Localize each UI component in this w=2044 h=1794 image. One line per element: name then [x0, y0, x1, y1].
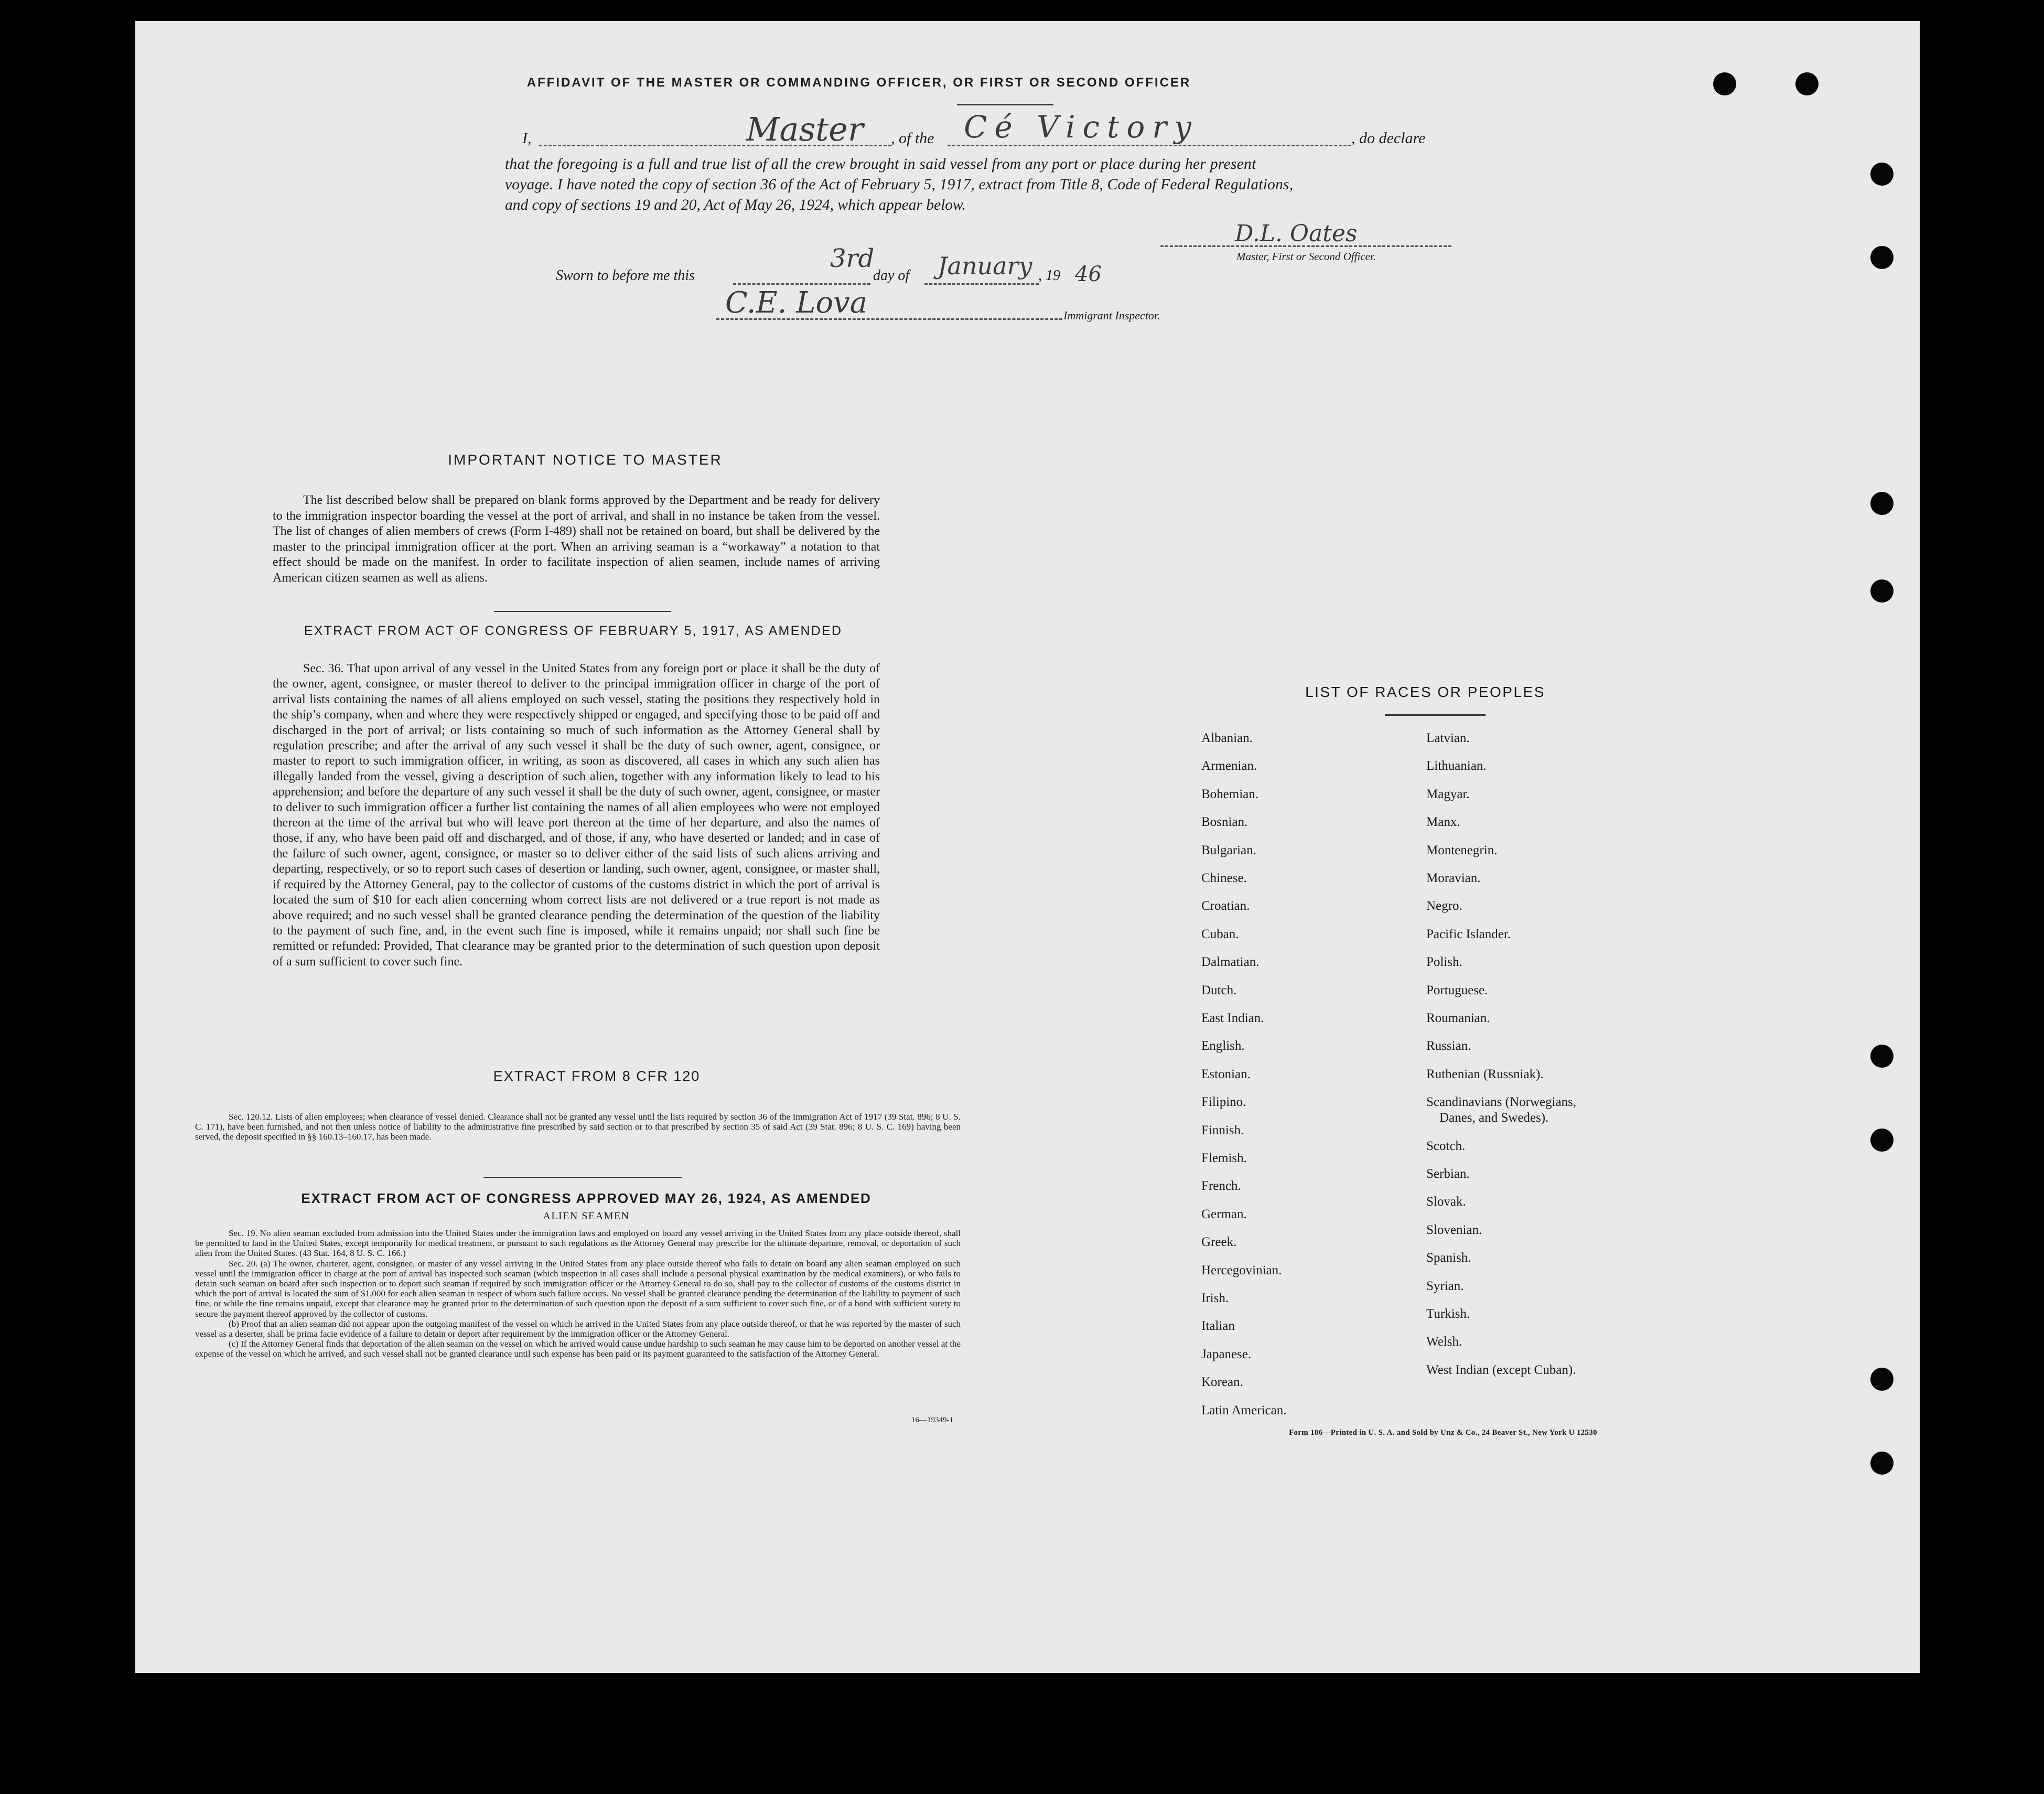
cfr-paragraph: Sec. 120.12. Lists of alien employees; when clearance of vessel denied. Clearance shall not be granted any vessel until the lists required by section 36 of the Immigration Act of 1917 (39 Stat. 896; 8 U. S. C. 171), have been furnished, and not then unless notice of liability to the administrative fine prescribed by said section or to that prescribed by section 35 of said Act (39 Stat. 896; 8 U. S. C. 169) having been served, the deposit specified in §§ 160.13–160.17, has been made. — [195, 1112, 961, 1142]
race-item: East Indian. — [1201, 1011, 1264, 1025]
divider — [1385, 714, 1486, 716]
extract-1924-subtitle: ALIEN SEAMEN — [543, 1210, 630, 1222]
vessel-blank — [948, 145, 1351, 146]
race-item: Syrian. — [1426, 1279, 1464, 1293]
race-item: Welsh. — [1426, 1335, 1462, 1349]
race-item: Estonian. — [1201, 1067, 1251, 1081]
race-item: Magyar. — [1426, 787, 1470, 801]
section-20a-text: Sec. 20. (a) The owner, charterer, agent, consignee, or master of any vessel arriving in the United States from any place outside thereof who fails to detain on board any alien seaman employed on such vessel until the immigration officer in charge at the port of arrival has inspected such seaman (which inspection in all cases shall include a personal physical examination by the medical examiners), or who fails to detain such seaman on board after such inspection or to deport such seaman if required by such immigration officer or the Attorney General to do so, shall pay to the collector of customs of the customs district in which the port of arrival is located the sum of $1,000 for each alien seaman in respect of whom such failure occurs. No vessel shall be granted clearance pending the determination of the liability to payment of such fine, or while the fine remains unpaid, except that clearance may be granted prior to the determination of such question upon the deposit of a sum sufficient to cover such fine, or of a bond with sufficient surety to secure the payment thereof approved by the collector of customs. — [195, 1258, 961, 1319]
punch-hole — [1870, 246, 1894, 269]
divider — [483, 1177, 682, 1178]
punch-hole — [1870, 492, 1894, 515]
race-item: Chinese. — [1201, 871, 1247, 885]
punch-hole — [1870, 163, 1894, 186]
divider — [957, 104, 1053, 105]
race-item: Lithuanian. — [1426, 759, 1487, 774]
handwritten-year: 46 — [1075, 262, 1102, 286]
race-item: Slovenian. — [1426, 1222, 1482, 1237]
race-item: Slovak. — [1426, 1195, 1466, 1209]
affidavit-line-i: I, — [522, 130, 532, 147]
section-20c-text: (c) If the Attorney General finds that deportation of the alien seaman on the vessel on which he arrived would cause undue hardship to such seaman he may cause him to be deported on another vessel at the expense of the vessel on which he arrived, and such vessel shall not be granted clearance until such expense has been paid or its payment guaranteed to the satisfaction of the Attorney General. — [195, 1339, 961, 1359]
affidavit-of-the: , of the — [891, 130, 934, 147]
race-item: Roumanian. — [1426, 1011, 1490, 1025]
affidavit-body-line: and copy of sections 19 and 20, Act of May 26, 1924, which appear below. — [505, 197, 966, 213]
inspector-caption: Immigrant Inspector. — [1063, 309, 1160, 322]
affidavit-body-line: that the foregoing is a full and true list of all the crew brought in said vessel from any port or place during her present — [505, 156, 1256, 173]
race-item: Filipino. — [1201, 1095, 1246, 1110]
day-of-text: day of — [873, 267, 910, 284]
affidavit-title: AFFIDAVIT OF THE MASTER OR COMMANDING OFFICER, OR FIRST OR SECOND OFFICER — [526, 76, 1191, 90]
race-item: Pacific Islander. — [1426, 927, 1511, 941]
race-item: Bosnian. — [1201, 815, 1248, 830]
cfr-text — [195, 1112, 961, 1142]
signature-caption: Master, First or Second Officer. — [1236, 250, 1376, 263]
race-item: Montenegrin. — [1426, 843, 1498, 857]
form-footer: Form 186—Printed in U. S. A. and Sold by Unz & Co., 24 Beaver St., New York U 12530 — [1289, 1428, 1597, 1437]
extract-1917-title: EXTRACT FROM ACT OF CONGRESS OF FEBRUARY 5, 1917, AS AMENDED — [304, 624, 843, 638]
punch-hole — [1870, 1452, 1894, 1475]
race-item: Cuban. — [1201, 927, 1239, 941]
race-item: Hercegovinian. — [1201, 1263, 1282, 1277]
print-code: 16—19349-1 — [911, 1416, 953, 1424]
race-item: Ruthenian (Russniak). — [1426, 1067, 1544, 1081]
race-item: Turkish. — [1426, 1307, 1470, 1321]
race-item: Russian. — [1426, 1039, 1471, 1054]
race-item: Irish. — [1201, 1291, 1229, 1305]
section-20b-text: (b) Proof that an alien seaman did not appear upon the outgoing manifest of the vessel on which he arrived in the United States from any place outside thereof, or that he was reported by the master of such vessel as a deserter, shall be prima facie evidence of a failure to detain or deport after requirement by the immigration officer or the Attorney General. — [195, 1318, 961, 1339]
race-item: English. — [1201, 1039, 1245, 1054]
divider — [494, 611, 671, 612]
extract-1917-text: Sec. 36. That upon arrival of any vessel in the United States from any foreign port or place it shall be the duty of the owner, agent, consignee, or master thereof to deliver to the principal immigration officer in charge of the port of arrival lists containing the names of all aliens employed on such vessel, stating the positions they respectively hold in the ship’s company, when and where they were respectively shipped or engaged, and specifying those to be paid off and discharged in the port of arrival; or lists containing so much of such information as the Attorney General shall by regulation prescribe; and after the arrival of any such vessel it shall be the duty of such owner, agent, consignee, or master to report to such immigration officer, in writing, as soon as discovered, all cases in which any such alien has illegally landed from the vessel, giving a description of such alien, together with any information likely to lead to his apprehension; and before the departure of any such vessel it shall be the duty of such owner, agent, consignee, or master to deliver to such immigration officer a further list containing the names of all alien employees who were not employed thereon at the time of the arrival but who will leave port thereon at the time of her departure, and also the names of those, if any, who have been paid off and discharged, and of those, if any, who have deserted or landed; and in case of the failure of such owner, agent, consignee, or master so to deliver either of the said lists of such aliens arriving and departing, respectively, or so to report such cases of desertion or landing, such owner, agent, consignee, or master shall, if required by the Attorney General, pay to the collector of customs of the customs district in which the port of arrival is located the sum of $10 for each alien concerning whom correct lists are not delivered or a true report is not made as above required; and no such vessel shall be granted clearance pending the determination of the question of the liability to the payment of such fine, and, in the event such fine is imposed, while it remains unpaid; nor shall such fine be remitted or refunded: Provided, That clearance may be granted prior to the determination of such question upon deposit of a sum sufficient to cover such fine. — [273, 662, 880, 969]
race-item: Korean. — [1201, 1375, 1243, 1390]
year-prefix: , 19 — [1038, 267, 1060, 284]
race-item: Dutch. — [1201, 983, 1237, 997]
affidavit-declare: , do declare — [1351, 130, 1426, 147]
punch-hole — [1870, 1129, 1894, 1152]
race-item: Latvian. — [1426, 731, 1470, 745]
races-title: LIST OF RACES OR PEOPLES — [1305, 684, 1545, 700]
race-item: Bulgarian. — [1201, 843, 1256, 857]
cfr-title: EXTRACT FROM 8 CFR 120 — [493, 1068, 701, 1084]
race-item: West Indian (except Cuban). — [1426, 1362, 1576, 1377]
punch-hole — [1870, 1045, 1894, 1068]
race-item: Polish. — [1426, 955, 1462, 970]
race-item: Finnish. — [1201, 1123, 1244, 1137]
race-item: Portuguese. — [1426, 983, 1488, 997]
punch-hole — [1870, 1368, 1894, 1391]
race-item: Manx. — [1426, 815, 1460, 830]
race-item: Serbian. — [1426, 1167, 1470, 1181]
race-item: Italian — [1201, 1319, 1235, 1334]
race-item: Croatian. — [1201, 899, 1250, 914]
handwritten-name: Master — [746, 110, 864, 148]
race-item: Albanian. — [1201, 731, 1253, 745]
extract-1924-title: EXTRACT FROM ACT OF CONGRESS APPROVED MAY 26, 1924, AS AMENDED — [301, 1190, 872, 1206]
race-item: Armenian. — [1201, 759, 1257, 774]
race-item: Spanish. — [1426, 1251, 1471, 1265]
handwritten-month: January — [938, 252, 1032, 280]
month-blank — [924, 283, 1039, 285]
punch-hole — [1870, 579, 1894, 603]
punch-hole — [1795, 72, 1819, 95]
notice-text: The list described below shall be prepared on blank forms approved by the Department and be ready for delivery to the immigration inspector boarding the vessel at the port of arrival, and shall in no instance be taken from the vessel. The list of changes of alien members of crews (Form I-489) shall not be retained on board, but shall be delivered by the master to the principal immigration officer at the port. When an arriving seaman is a “workaway” a notation to that effect should be made on the manifest. In order to facilitate inspection of alien seamen, include names of arriving American citizen seamen as well as aliens. — [273, 493, 880, 585]
race-item: Negro. — [1426, 899, 1462, 914]
notice-title: IMPORTANT NOTICE TO MASTER — [448, 452, 723, 468]
section-19-text: Sec. 19. No alien seaman excluded from admission into the United States under the immigration laws and employed on board any vessel arriving in the United States from any place outside thereof, shall be permitted to land in the United States, except temporarily for medical treatment, or pursuant to such regulations as the Attorney General may prescribe for the ultimate departure, removal, or deportation of such alien from the United States. (43 Stat. 164, 8 U. S. C. 166.) — [195, 1228, 961, 1259]
race-item: French. — [1201, 1179, 1241, 1194]
handwritten-vessel: Cé Victory — [964, 109, 1199, 145]
race-item: Scotch. — [1426, 1138, 1466, 1153]
race-item: Dalmatian. — [1201, 955, 1260, 970]
day-blank — [733, 283, 870, 285]
extract-1924-text — [195, 1228, 961, 1359]
race-item: Japanese. — [1201, 1347, 1252, 1361]
race-item: Bohemian. — [1201, 787, 1259, 801]
sworn-text: Sworn to before me this — [556, 267, 695, 284]
race-item: Scandinavians (Norwegians, Danes, and Swedes). — [1426, 1095, 1577, 1125]
race-item: Latin American. — [1201, 1403, 1287, 1417]
race-item: Greek. — [1201, 1235, 1237, 1250]
document-page — [135, 21, 1920, 1673]
affidavit-body-line: voyage. I have noted the copy of section 36 of the Act of February 5, 1917, extract from Title 8, Code of Federal Regulations, — [505, 176, 1294, 193]
punch-hole — [1713, 72, 1736, 95]
handwritten-inspector: C.E. Lova — [725, 286, 868, 320]
handwritten-signature: D.L. Oates — [1235, 220, 1358, 247]
handwritten-day: 3rd — [830, 244, 875, 273]
race-item: German. — [1201, 1207, 1247, 1221]
race-item: Flemish. — [1201, 1151, 1247, 1165]
race-item: Moravian. — [1426, 871, 1481, 885]
